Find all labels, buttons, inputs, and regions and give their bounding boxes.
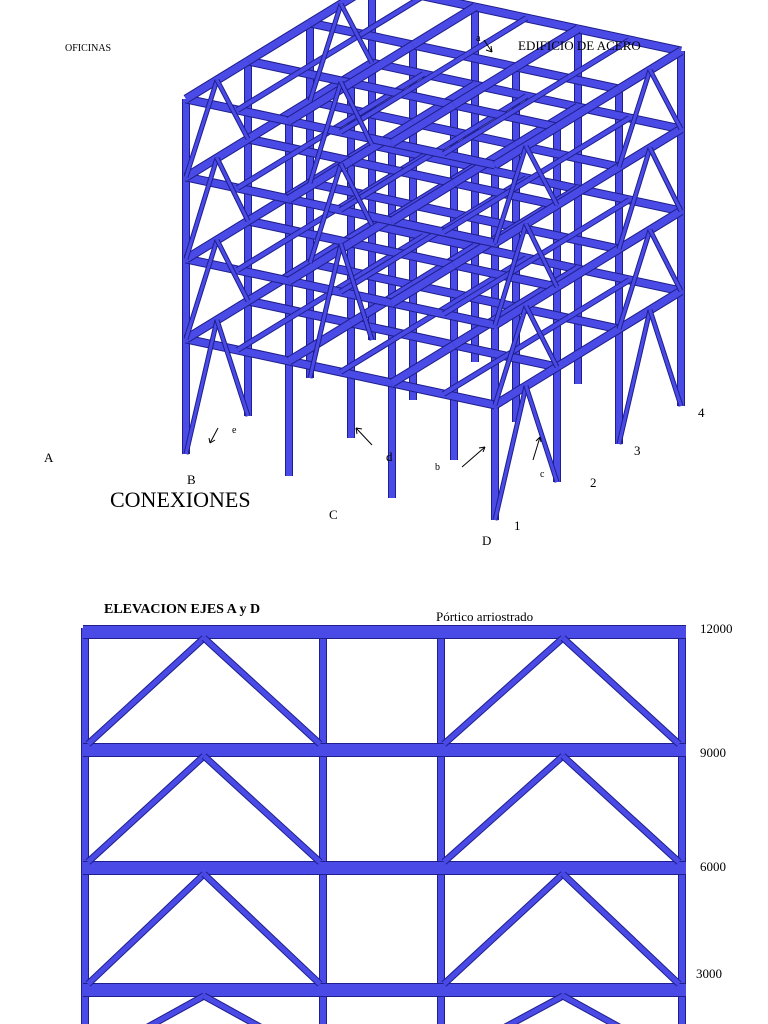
level-6000: 6000: [700, 859, 726, 874]
label-edificio-de-acero: EDIFICIO DE ACERO: [518, 38, 641, 53]
callout-b: b: [435, 462, 440, 473]
elevation-brace: [88, 756, 204, 862]
label-conexiones: CONEXIONES: [110, 487, 251, 512]
elevation-brace: [204, 996, 320, 1024]
level-3000: 3000: [696, 966, 722, 981]
elevation-brace: [204, 874, 320, 984]
braced-frame-elevation: [83, 628, 686, 1024]
elevation-subtitle: Pórtico arriostrado: [436, 609, 534, 624]
level-9000: 9000: [700, 745, 726, 760]
elevation-brace: [88, 638, 204, 744]
axis-label-3: 3: [634, 443, 641, 458]
callout-c: c: [540, 469, 545, 480]
axis-label-4: 4: [698, 405, 705, 420]
elevation-title: ELEVACION EJES A y D: [104, 602, 261, 617]
axis-label-b: B: [187, 472, 196, 487]
elevation-brace: [444, 996, 563, 1024]
elevation-brace: [444, 756, 563, 862]
axis-label-1: 1: [514, 518, 521, 533]
elevation-brace: [204, 638, 320, 744]
level-12000: 12000: [700, 621, 733, 636]
elevation-brace: [563, 874, 679, 984]
elevation-brace: [563, 996, 679, 1024]
elevation-brace: [563, 756, 679, 862]
callout-a: a: [476, 33, 481, 44]
label-oficinas: OFICINAS: [65, 43, 112, 54]
elevation-brace: [563, 638, 679, 744]
elevation-brace: [204, 756, 320, 862]
axis-label-a: A: [44, 450, 54, 465]
axis-label-d: D: [482, 533, 492, 548]
elevation-brace: [88, 996, 204, 1024]
elevation-brace: [444, 874, 563, 984]
callout-e: e: [232, 425, 237, 436]
elevation-brace: [88, 874, 204, 984]
axis-label-c: C: [329, 507, 338, 522]
axis-label-2: 2: [590, 475, 597, 490]
callout-d: d: [386, 449, 393, 464]
elevation-brace: [444, 638, 563, 744]
